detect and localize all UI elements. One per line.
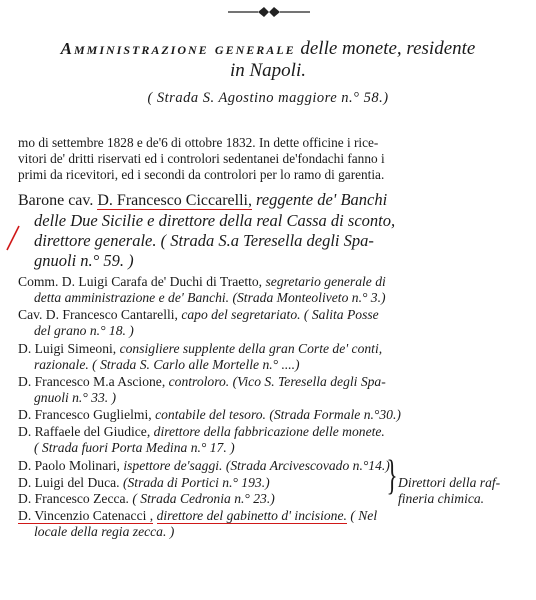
entry-line: direttore generale. ( Strada S.a Teresella degli Spa-	[34, 231, 374, 250]
entry-catenacci	[18, 508, 530, 540]
heading-caps: Amministrazione generale	[60, 39, 296, 58]
entry-title: Barone cav.	[18, 192, 94, 209]
intro-line: vitori de' dritti riservati ed i controlori sedentanei de'fondachi fanno i	[18, 151, 385, 166]
entry-desc: controloro. (Vico S. Teresella degli Spa-	[168, 374, 386, 389]
heading-line2: in Napoli.	[229, 60, 306, 81]
entry-name: D. Francesco M.a Ascione,	[18, 374, 166, 389]
entry-desc: segretario generale di	[265, 274, 386, 289]
entry-desc: capo del segretariato. ( Salita Posse	[181, 307, 379, 322]
entry-line: detta amministrazione e de' Banchi. (Strada Monteoliveto n.° 3.)	[34, 290, 386, 305]
brace-note-line: fineria chimica.	[398, 491, 485, 506]
entry-name: Cav. D. Francesco Cantarelli,	[18, 307, 178, 322]
entry-name-underlined: D. Vincenzio Catenacci ,	[18, 508, 154, 523]
entry-cantarelli	[18, 307, 530, 339]
entry-carafa	[18, 274, 530, 306]
intro-line: primi da ricevitori, ed i secondi da controlori per lo ramo di garentia.	[18, 167, 385, 182]
address-line: ( Strada S. Agostino maggiore n.° 58.)	[147, 90, 389, 106]
entry-guglielmi	[18, 407, 530, 423]
intro-line: mo di settembre 1828 e de'6 di ottobre 1832. In dette officine i rice-	[18, 135, 379, 150]
entry-desc: contabile del tesoro. (Strada Formale n.°30.)	[155, 407, 401, 422]
entry-desc-underlined: direttore del gabinetto d' incisione.	[156, 508, 347, 523]
entry-desc: ispettore de'saggi. (Strada Arcivescovado n.°14.)	[123, 458, 390, 473]
entry-name: D. Luigi Simeoni,	[18, 341, 117, 356]
entry-del-giudice	[18, 424, 530, 456]
entry-simeoni	[18, 341, 530, 373]
entry-desc: direttore della fabbricazione delle monete.	[153, 424, 385, 439]
entry-line: del grano n.° 18. )	[34, 323, 134, 338]
entry-line: locale della regia zecca. )	[34, 524, 175, 539]
entry-name: Comm. D. Luigi Carafa de' Duchi di Traetto,	[18, 274, 263, 289]
entry-desc: reggente de' Banchi	[255, 190, 388, 209]
entry-desc: ( Nel	[350, 508, 378, 523]
section-heading	[0, 38, 536, 82]
red-pencil-mark	[5, 224, 21, 252]
brace-symbol: }	[386, 453, 398, 499]
entry-desc: ( Strada Cedronia n.° 23.)	[132, 491, 275, 506]
ornament-divider	[0, 4, 536, 20]
entry-name: D. Francesco Zecca.	[18, 491, 129, 506]
entry-name: D. Paolo Molinari,	[18, 458, 120, 473]
entry-line: ( Strada fuori Porta Medina n.° 17. )	[34, 440, 235, 455]
entry-name-underlined: D. Francesco Ciccarelli,	[97, 192, 252, 209]
entry-ascione	[18, 374, 530, 406]
entry-ciccarelli	[18, 190, 530, 271]
entry-name: D. Raffaele del Giudice,	[18, 424, 151, 439]
brace-note-line: Direttori della raf-	[398, 475, 501, 490]
heading-rest: delle monete, residente	[300, 38, 476, 59]
entry-desc: consigliere supplente della gran Corte de' conti,	[119, 341, 383, 356]
entry-molinari	[18, 458, 530, 474]
entry-line: gnuoli n.° 59. )	[34, 251, 134, 270]
entry-line: delle Due Sicilie e direttore della real Cassa di sconto,	[34, 211, 396, 230]
entry-name: D. Luigi del Duca.	[18, 475, 120, 490]
entry-name: D. Francesco Guglielmi,	[18, 407, 152, 422]
entry-line: gnuoli n.° 33. )	[34, 390, 117, 405]
entry-line: razionale. ( Strada S. Carlo alle Mortelle n.° ....)	[34, 357, 300, 372]
entry-desc: (Strada di Portici n.° 193.)	[122, 475, 270, 490]
intro-paragraph	[18, 135, 528, 183]
